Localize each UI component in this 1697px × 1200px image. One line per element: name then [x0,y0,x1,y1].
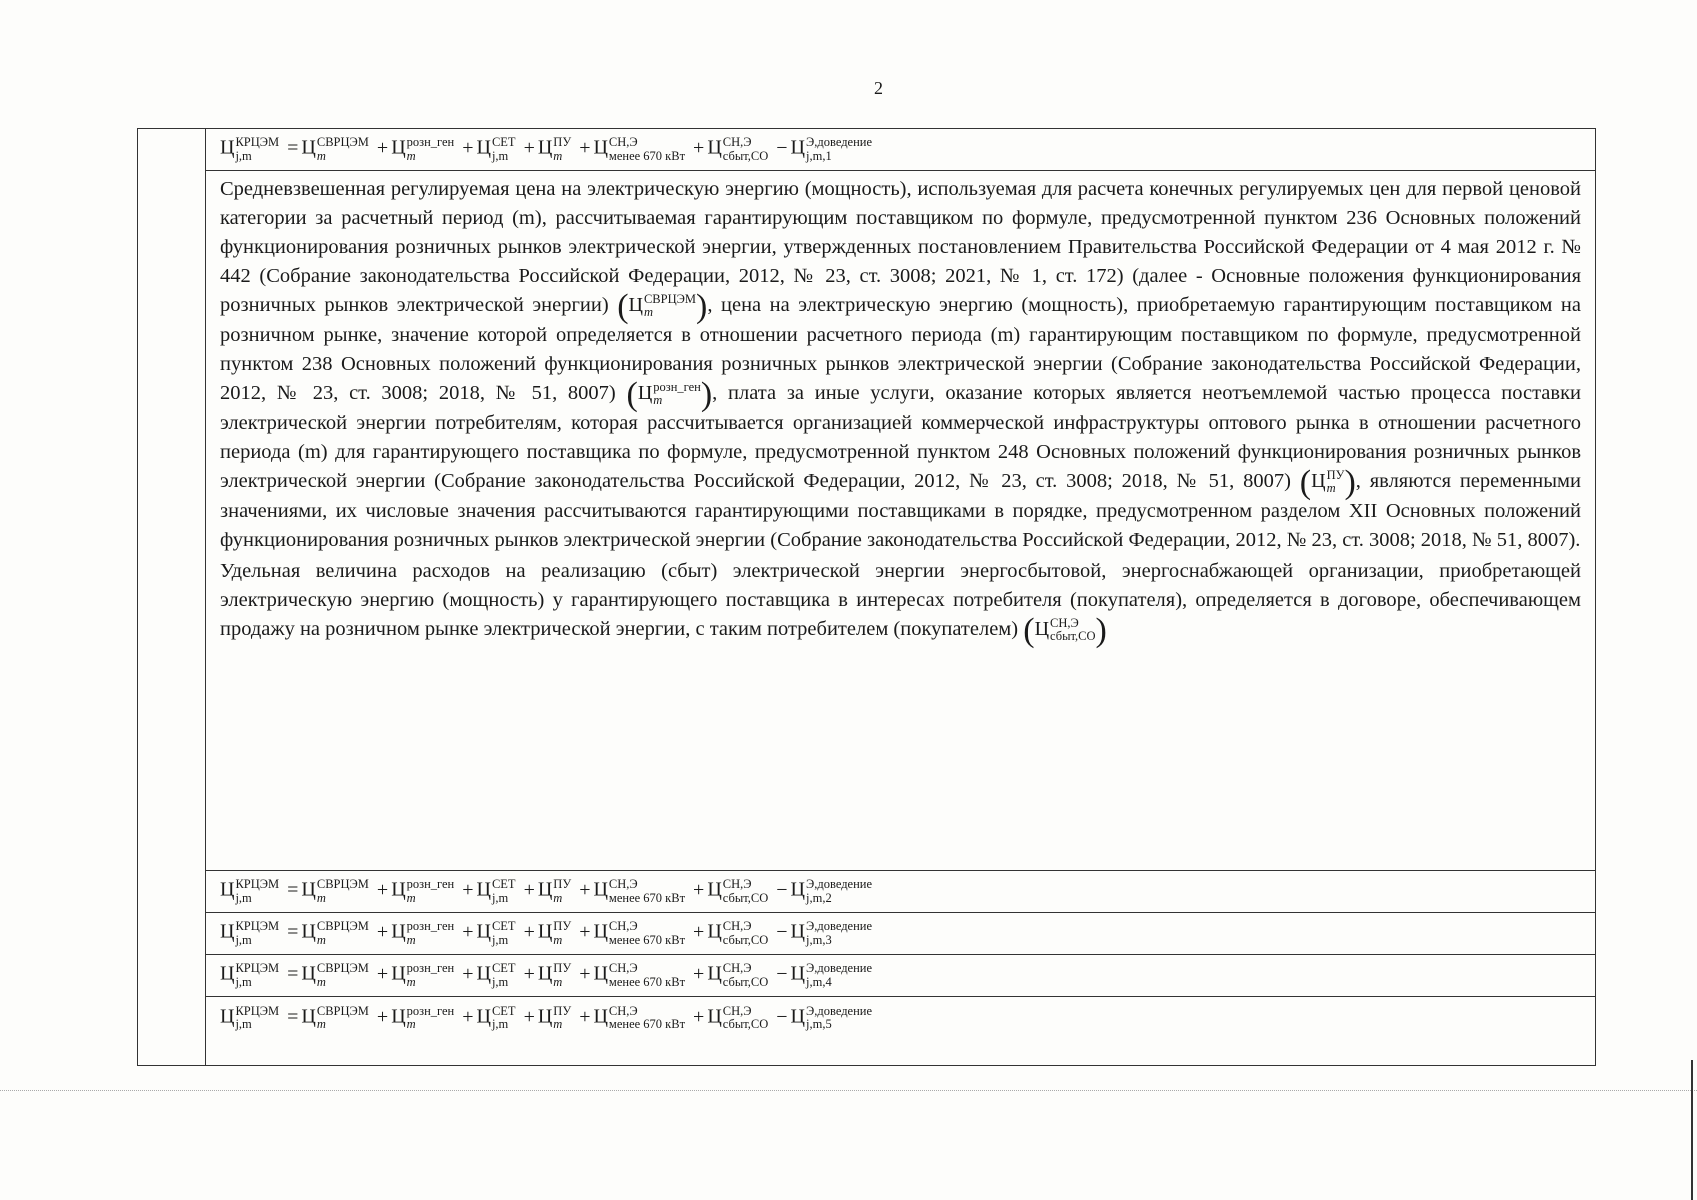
formula-row-1 [206,129,1595,171]
formula-row-2 [206,871,1595,913]
formula-row-3 [206,913,1595,955]
formula-row-5 [206,997,1595,1039]
formula-table [137,128,1596,1066]
symbol-sbyt-so: (Ц СН,Э сбыт,СО ) [1023,611,1107,649]
table-left-column [138,129,206,1065]
description-paragraph-1: Средневзвешенная регулируемая цена на электрическую энергию (мощность), используемая для расчета конечных регулируемых цен для первой ценовой категории за расчетный период (m), рассчитываемая гарантирующим поставщиком по формуле, предусмотренной пунктом 236 Основных положений функционирования розничных рынков электрической энергии, утвержденных постановлением Правительства Российской Федерации от 4 мая 2012 г. № 442 (Собрание законодательства Российской Федерации, 2012, № 23, ст. 3008; 2021, № 1, ст. 172) (далее - Основные положения функционирования розничных рынков электрической энергии) (Ц СВРЦЭМ m ), цена на электрическую энергию (мощность), приобретаемую гарантирующим поставщиком на розничном рынке, значение которой определяется в отношении расчетного периода (m) гарантирующим поставщиком по формуле, предусмотренной пунктом 238 Основных положений функционирования розничных рынков электрической энергии (Собрание законодательства Российской Федерации, 2012, № 23, ст. 3008; 2018, № 51, 8007) (Ц розн_ген m ), плата за иные услуги, оказание которых является неотъемлемой частью процесса поставки электрической энергии потребителям, которая рассчитывается организацией коммерческой инфраструктуры оптового рынка в отношении расчетного периода (m) для гарантирующего поставщика по формуле, предусмотренной пунктом 248 Основных положений функционирования розничных рынков электрической энергии (Собрание законодательства Российской Федерации, 2012, № 23, ст. 3008; 2018, № 51, 8007) (Ц ПУ m ), являются переменными значениями, их числовые значения рассчитываются гарантирующими поставщиками в порядке, предусмотренном разделом XII Основных положений функционирования розничных рынков электрической энергии (Собрание законодательства Российской Федерации, 2012, № 23, ст. 3008; 2018, № 51, 8007). [220,178,1582,551]
formula: Ц КРЦЭМ j,m = Ц СВРЦЭМ m + Ц розн_ген m + Ц СЕТ j,m + Ц ПУ m + Ц СН,Э менее 670 кВт + Ц СН,Э сбыт,СО − Ц Э,доведение j,m,5 [220,1003,873,1031]
symbol-svrcem: (Ц СВРЦЭМ m ) [617,287,708,325]
description-row [206,171,1595,871]
formula: Ц КРЦЭМ j,m = Ц СВРЦЭМ m + Ц розн_ген m + Ц СЕТ j,m + Ц ПУ m + Ц СН,Э менее 670 кВт + Ц СН,Э сбыт,СО − Ц Э,доведение j,m,2 [220,877,873,905]
formula-row-4 [206,955,1595,997]
scan-artifact-line [0,1090,1697,1091]
formula: Ц КРЦЭМ j,m = Ц СВРЦЭМ m + Ц розн_ген m + Ц СЕТ j,m + Ц ПУ m + Ц СН,Э менее 670 кВт + Ц СН,Э сбыт,СО − Ц Э,доведение j,m,1 [220,135,873,163]
formula: Ц КРЦЭМ j,m = Ц СВРЦЭМ m + Ц розн_ген m + Ц СЕТ j,m + Ц ПУ m + Ц СН,Э менее 670 кВт + Ц СН,Э сбыт,СО − Ц Э,доведение j,m,4 [220,961,873,989]
description-paragraph-2: Удельная величина расходов на реализацию (сбыт) электрической энергии энергосбытовой, энергоснабжающей организации, приобретающей электрическую энергию (мощность) у гарантирующего поставщика в интересах потребителя (покупателя), определяется в договоре, обеспечивающем продажу на розничном рынке электрической энергии, с таким потребителем (покупателем) (Ц СН,Э сбыт,СО ) [220,559,1581,649]
symbol-rozn-gen: (Ц розн_ген m ) [626,375,713,413]
formula: Ц КРЦЭМ j,m = Ц СВРЦЭМ m + Ц розн_ген m + Ц СЕТ j,m + Ц ПУ m + Ц СН,Э менее 670 кВт + Ц СН,Э сбыт,СО − Ц Э,доведение j,m,3 [220,919,873,947]
page-number: 2 [874,78,883,98]
symbol-pu: (Ц ПУ m ) [1299,463,1356,501]
scan-edge-mark [1691,1060,1693,1200]
